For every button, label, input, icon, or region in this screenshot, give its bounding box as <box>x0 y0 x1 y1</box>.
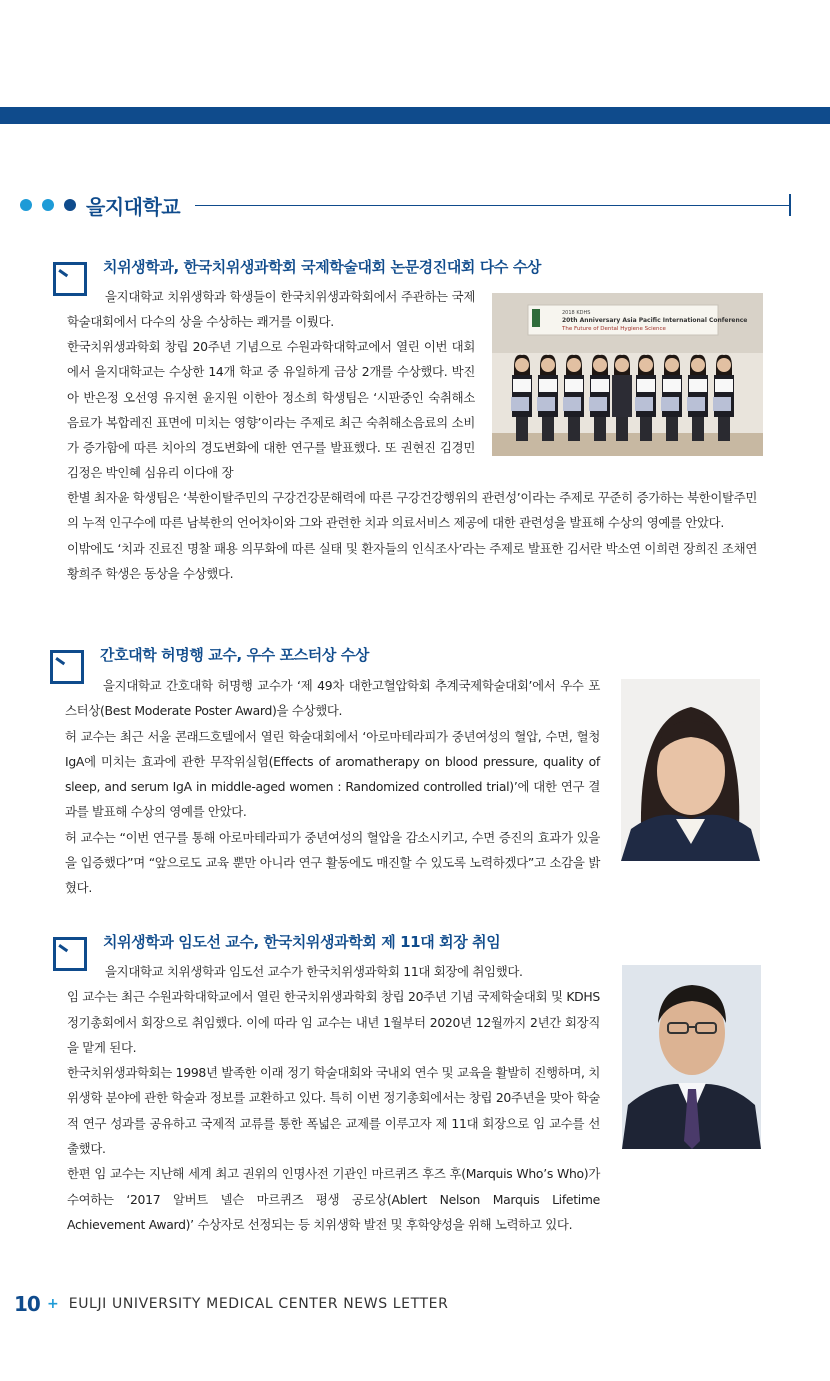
article-paragraph: 을지대학교 간호대학 허명행 교수가 ‘제 49차 대한고혈압학회 추계국제학술대회’에서 우수 포스터상(Best Moderate Poster Award)을 수상했다. <box>65 678 600 719</box>
article-body <box>67 284 475 335</box>
article-body <box>65 673 600 901</box>
article-paragraph: 을지대학교 치위생학과 임도선 교수가 한국치위생과학회 11대 회장에 취임했다. <box>105 964 523 979</box>
article-body <box>67 485 757 586</box>
article-paragraph: 허 교수는 “이번 연구를 통해 아로마테라피가 중년여성의 혈압을 감소시키고, 수면 증진의 효과가 있을을 입증했다”며 “앞으로도 교육 뿐만 아니라 연구 활동에도 매진할 수 있도록 노력하겠다”고 소감을 밝혔다. <box>65 829 600 896</box>
article-paragraph: 한국치위생과학회 창립 20주년 기념으로 수원과학대학교에서 열린 이번 대회에서 을지대학교는 수상한 14개 학교 중 유일하게 금상 2개를 수상했다. 박진아 반은정 오선영 유지현 윤지원 이한아 정소희 학생팀은 ‘시판중인 숙취해소음료가 복합레진 표면에 미치는 영향’이라는 주제로 최근 숙취해소음료의 소비가 증가함에 따른 치아의 경도변화에 대한 연구를 발표했다. 또 권현진 김경민 김정은 박인혜 심유리 이다애 장 <box>67 339 475 481</box>
banner-line-1: 2018 KDHS <box>562 310 591 316</box>
section-header <box>20 190 792 220</box>
article-paragraph: 임 교수는 최근 수원과학대학교에서 열린 한국치위생과학회 창립 20주년 기념 국제학술대회 및 KDHS 정기총회에서 회장으로 취임했다. 이에 따라 임 교수는 내년 1월부터 2020년 12월까지 2년간 회장직을 맡게 된다. <box>67 989 600 1055</box>
students-group <box>511 355 734 441</box>
group-photo-image <box>492 293 763 456</box>
article-body <box>67 959 600 1237</box>
article-title: 치위생학과 임도선 교수, 한국치위생과학회 제 11대 회장 취임 <box>103 933 501 951</box>
portrait-image <box>622 965 761 1149</box>
article-title: 치위생학과, 한국치위생과학회 국제학술대회 논문경진대회 다수 수상 <box>103 258 542 276</box>
professor-heo-portrait <box>621 679 760 861</box>
article-paragraph: 한편 임 교수는 지난해 세계 최고 권위의 인명사전 기관인 마르퀴즈 후즈 후(Marquis Who’s Who)가 수여하는 ‘2017 알버트 넬슨 마르퀴즈 평생 공로상(Ablert Nelson Marquis Lifetime Achievement Award)’ 수상자로 선정되는 등 치위생학 발전 및 후학양성을 위해 노력하고 있다. <box>67 1166 600 1232</box>
article-body <box>67 334 475 486</box>
header-band <box>0 107 830 124</box>
article-title: 간호대학 허명행 교수, 우수 포스터상 수상 <box>100 646 369 664</box>
article-paragraph: 을지대학교 치위생학과 학생들이 한국치위생과학회에서 주관하는 국제학술대회에서 다수의 상을 수상하는 쾌거를 이뤘다. <box>67 289 475 330</box>
banner-line-2: 20th Anniversary Asia Pacific International Conference <box>562 317 748 324</box>
newsletter-title: EULJI UNIVERSITY MEDICAL CENTER NEWS LETTER <box>68 1296 449 1312</box>
bullet-dot-icon <box>64 199 76 211</box>
page-number: 10 <box>14 1292 40 1316</box>
professor-lim-portrait <box>622 965 761 1149</box>
article-paragraph: 허 교수는 최근 서울 콘래드호텔에서 열린 학술대회에서 ‘아로마테라피가 중년여성의 혈압, 수면, 혈청 IgA에 미치는 효과에 관한 무작위실험(Effects of aromatherapy on blood pressure, quality of sleep, and serum IgA in middle-aged women : Randomized controlled trial)’에 대한 연구 결과를 발표해 수상의 영예를 안았다. <box>65 728 600 820</box>
article-paragraph: 한별 최자윤 학생팀은 ‘북한이탈주민의 구강건강문해력에 따른 구강건강행위의 관련성’이라는 주제로 꾸준히 증가하는 북한이탈주민의 누적 인구수에 따른 남북한의 언어차이와 그와 관련한 치과 의료서비스 제공에 대한 관련성을 발표해 수상의 영예를 안았다. <box>67 490 757 531</box>
section-title: 을지대학교 <box>86 195 181 219</box>
group-award-photo <box>492 293 763 456</box>
section-divider-cap <box>789 194 791 216</box>
bullet-dot-icon <box>42 199 54 211</box>
banner-line-3: The Future of Dental Hygiene Science <box>562 326 666 332</box>
portrait-image <box>621 679 760 861</box>
page-footer <box>14 1292 448 1318</box>
article-paragraph: 이밖에도 ‘치과 진료진 명찰 패용 의무화에 따른 실태 및 환자들의 인식조사’라는 주제로 발표한 김서란 박소연 이희련 장희진 조채연 황희주 학생은 동상을 수상했다. <box>67 540 757 581</box>
bullet-dot-icon <box>20 199 32 211</box>
article-paragraph: 한국치위생과학회는 1998년 발족한 이래 정기 학술대회와 국내외 연수 및 교육을 활발히 진행하며, 치위생학 분야에 관한 학술과 정보를 교환하고 있다. 특히 이번 정기총회에서는 창립 20주년을 맞아 학술적 연구 성과를 공유하고 국제적 교류를 통한 폭넓은 교제를 이루고자 제 11대 회장으로 임 교수를 선출했다. <box>67 1065 600 1157</box>
section-divider <box>195 205 790 206</box>
plus-icon: + <box>46 1296 59 1312</box>
